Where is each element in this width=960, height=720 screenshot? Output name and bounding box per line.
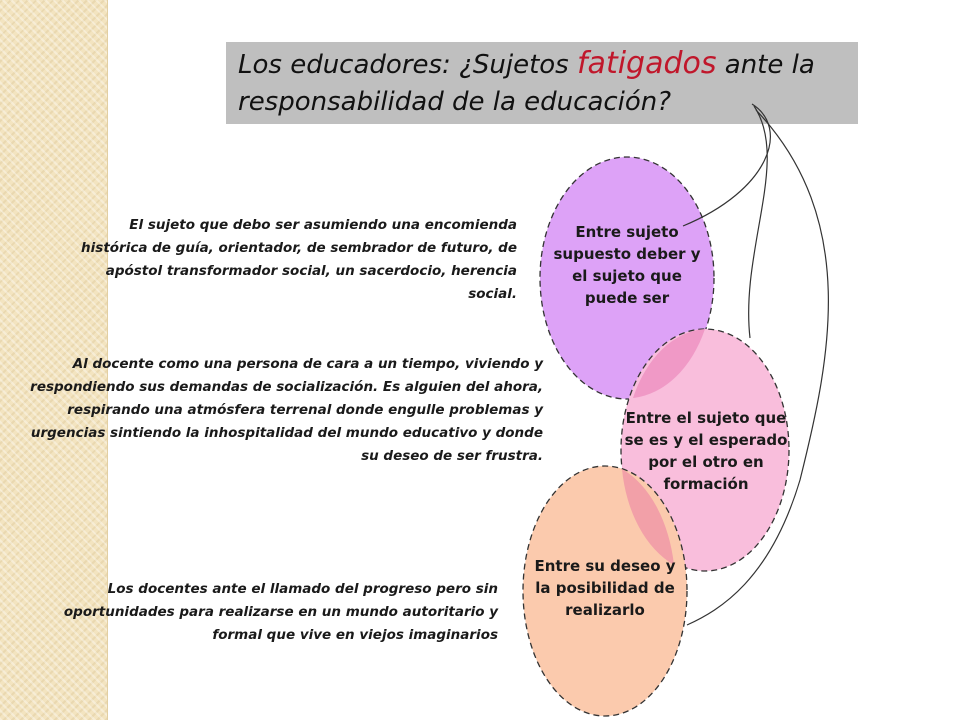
ellipse-label-2: Entre el sujeto que se es y el esperado por el otro en formación [624, 409, 788, 493]
ellipse-label-1: Entre sujeto supuesto deber y el sujeto que puede ser [553, 223, 701, 307]
title-part-1: Los educadores: ¿Sujetos [238, 50, 577, 80]
ellipse-label-3: Entre su deseo y la posibilidad de realizarlo [534, 557, 676, 619]
title-accent-word: fatigados [577, 46, 717, 81]
connector-line-2 [749, 106, 768, 338]
description-3: Los docentes ante el llamado del progreso pero sin oportunidades para realizarse en un mundo autoritario y formal que vive en viejos imaginarios [63, 581, 498, 643]
title-part-2: ante la responsabilidad de la educación? [238, 50, 815, 117]
description-2: Al docente como una persona de cara a un tiempo, viviendo y respondiendo sus demandas de socialización. Es alguien del ahora, respirando una atmósfera terrenal donde engulle problemas y urgencias sintiendo la inhospitalidad del mundo educativo y donde su deseo de ser frustra. [30, 356, 543, 464]
description-1: El sujeto que debo ser asumiendo una encomienda histórica de guía, orientador, de sembrador de futuro, de apóstol transformador social, un sacerdocio, herencia social. [81, 217, 517, 302]
